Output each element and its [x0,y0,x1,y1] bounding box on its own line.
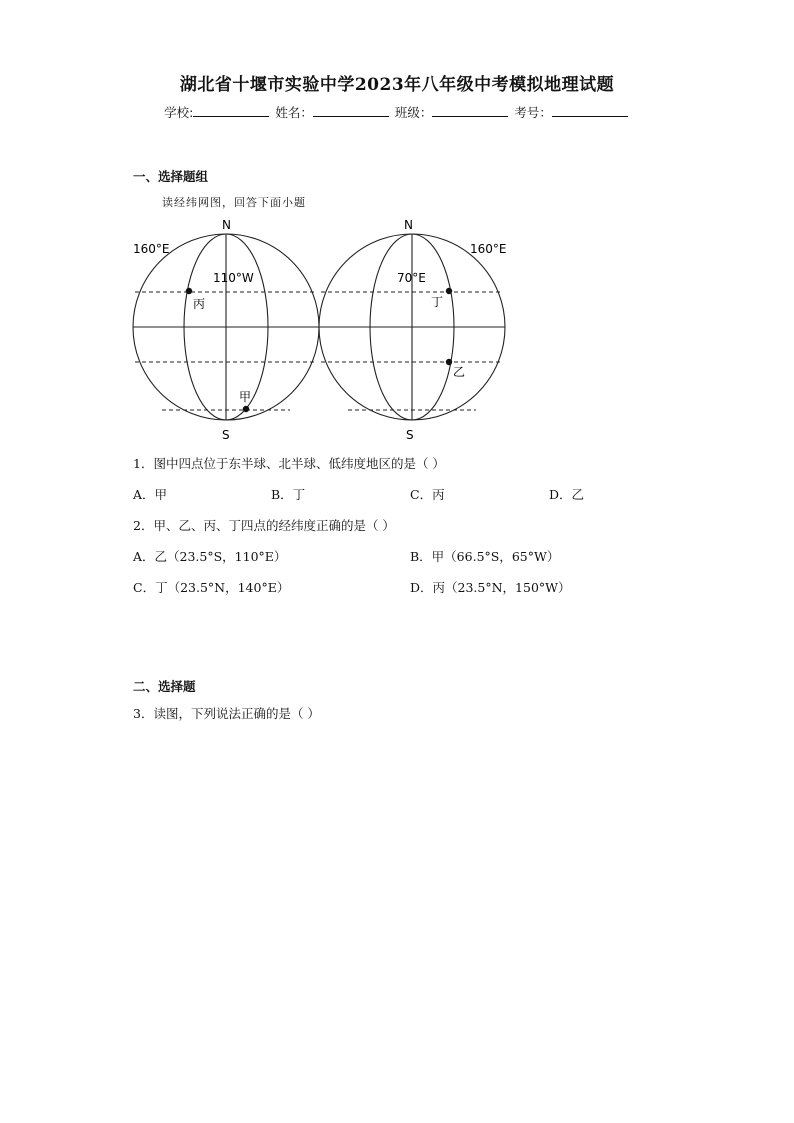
right-globe [319,218,507,442]
point-jia-marker [243,406,249,412]
question-2-stem: 2．甲、乙、丙、丁四点的经纬度正确的是（ ） [133,518,395,533]
exam-number-label: 考号： [514,105,552,120]
question-1-stem: 1．图中四点位于东半球、北半球、低纬度地区的是（ ） [133,456,445,471]
name-blank[interactable] [313,104,389,117]
question-1-option-b[interactable]: B．丁 [271,487,306,502]
left-globe [133,218,319,442]
question-1-option-a[interactable]: A．甲 [133,487,168,502]
section-1-heading: 一、选择题组 [133,169,209,184]
left-globe-outer-longitude-label: 160°E [133,242,170,256]
class-label: 班级： [394,105,433,120]
exam-number-blank[interactable] [552,104,628,117]
question-2-option-a[interactable]: A．乙（23.5°S，110°E） [133,549,287,564]
school-label: 学校: [164,105,194,120]
point-bing-label: 丙 [193,297,206,311]
point-ding-marker [446,288,452,294]
right-globe-north-label: N [404,218,413,232]
question-2-option-d[interactable]: D．丙（23.5°N，150°W） [410,580,571,595]
point-bing-marker [186,288,192,294]
page-title: 湖北省十堰市实验中学2023年八年级中考模拟地理试题 [179,75,615,95]
section-1-intro: 读经纬网图，回答下面小题 [162,196,306,209]
question-2-option-c[interactable]: C．丁（23.5°N，140°E） [133,580,290,595]
class-blank[interactable] [432,104,508,117]
section-2-heading: 二、选择题 [133,679,196,694]
right-globe-outer-longitude-label: 160°E [470,242,507,256]
right-globe-center-longitude-label: 70°E [397,271,426,285]
student-info-row [0,103,794,121]
question-1-option-d[interactable]: D．乙 [549,487,585,502]
right-globe-south-label: S [406,428,414,442]
left-globe-north-label: N [222,218,231,232]
point-yi-label: 乙 [453,365,466,379]
question-2-option-b[interactable]: B．甲（66.5°S，65°W） [410,549,560,564]
left-globe-center-longitude-label: 110°W [213,271,254,285]
question-3-stem: 3．读图，下列说法正确的是（ ） [133,706,320,721]
point-yi-marker [446,359,452,365]
graticule-figure [120,212,520,444]
point-ding-label: 丁 [431,295,444,309]
point-jia-label: 甲 [239,390,252,404]
question-1-option-c[interactable]: C．丙 [410,487,445,502]
school-blank[interactable] [193,104,269,117]
name-label: 姓名： [275,105,313,120]
left-globe-south-label: S [222,428,230,442]
